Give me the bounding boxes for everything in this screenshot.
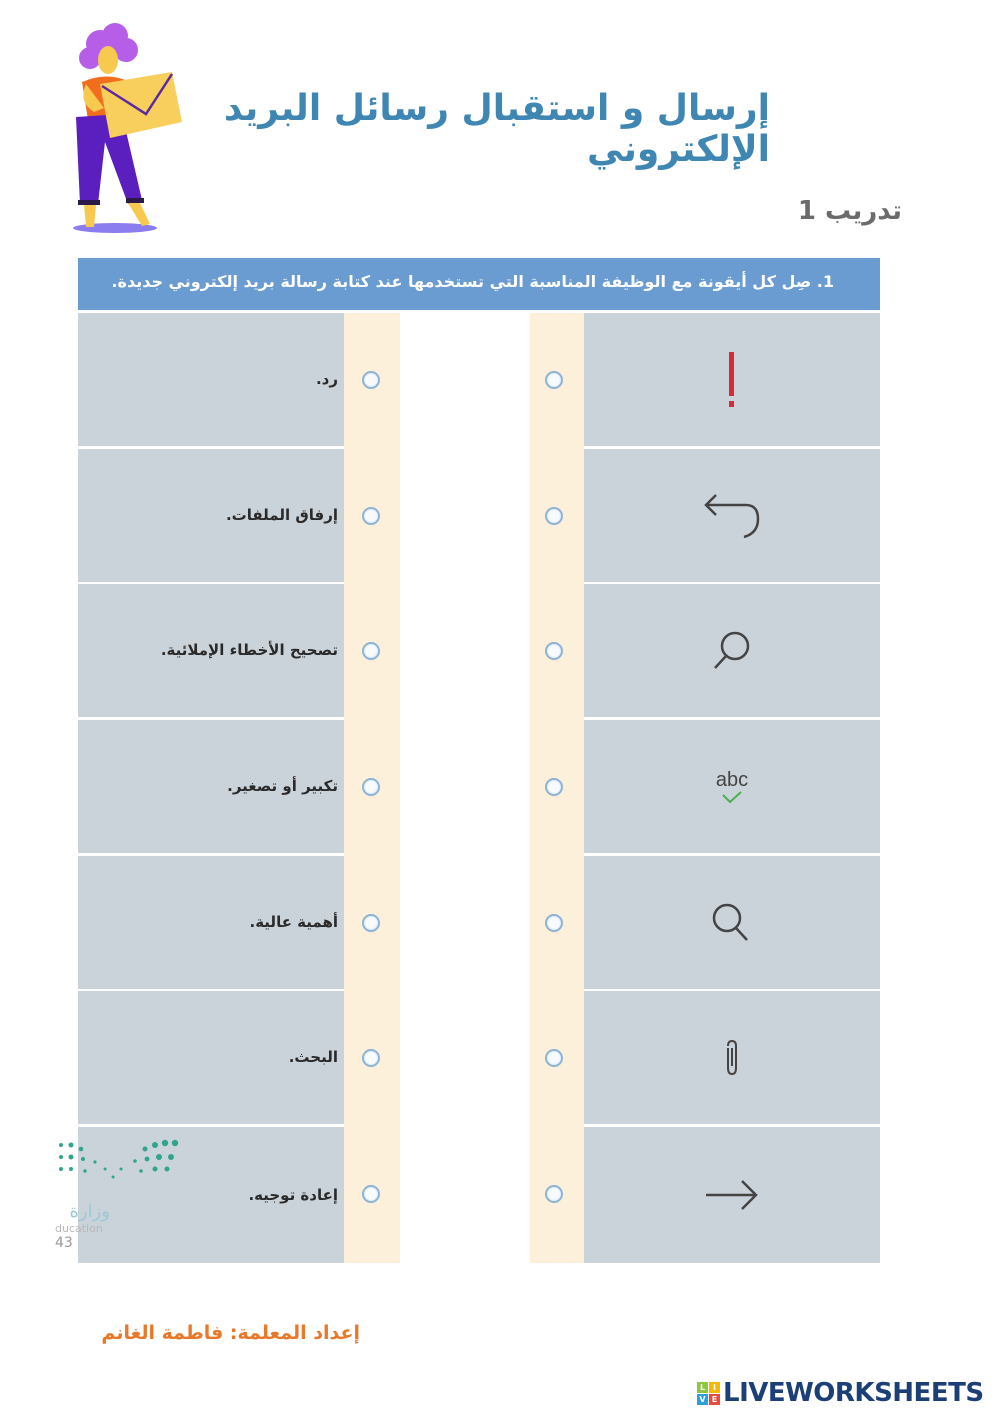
function-connector-dot[interactable] xyxy=(362,371,380,389)
icon-connector-dot[interactable] xyxy=(545,642,563,660)
function-label: تصحيح الأخطاء الإملائية. xyxy=(78,584,344,717)
table-row xyxy=(78,991,880,1124)
ministry-logo xyxy=(55,1135,180,1265)
function-label: البحث. xyxy=(78,991,344,1124)
icon-connector-dot[interactable] xyxy=(545,1049,563,1067)
icon-cell xyxy=(584,1127,880,1263)
forward-arrow-icon xyxy=(702,1177,762,1213)
zoom-magnifier-icon xyxy=(707,626,757,676)
ministry-dots-icon xyxy=(55,1135,180,1195)
icon-cell xyxy=(584,720,880,853)
brand-logo-icon: L I V E xyxy=(697,1382,720,1405)
table-row xyxy=(78,584,880,717)
icon-connector-dot[interactable] xyxy=(545,1185,563,1203)
icon-connector-dot[interactable] xyxy=(545,507,563,525)
function-label: إرفاق الملفات. xyxy=(78,449,344,582)
icon-cell xyxy=(584,856,880,989)
page-title: إرسال و استقبال رسائل البريد الإلكتروني xyxy=(223,88,770,170)
ministry-number: 43 xyxy=(55,1235,73,1251)
paperclip-attach-icon xyxy=(720,1038,744,1078)
liveworksheets-brand[interactable] xyxy=(697,1378,984,1408)
function-label: تكبير أو تصغير. xyxy=(78,720,344,853)
brand-name: LIVEWORKSHEETS xyxy=(723,1378,984,1408)
spell-check-abc-icon: abc xyxy=(715,768,749,791)
function-label: إعادة توجيه. xyxy=(78,1127,344,1263)
woman-with-envelope-illustration xyxy=(60,22,200,237)
ministry-arabic-text: وزارة xyxy=(69,1201,110,1222)
ministry-english-text: ducation xyxy=(55,1222,103,1235)
table-row xyxy=(78,720,880,853)
icon-connector-dot[interactable] xyxy=(545,778,563,796)
author-credit: إعداد المعلمة: فاطمة الغانم xyxy=(101,1322,360,1344)
function-connector-dot[interactable] xyxy=(362,642,380,660)
icon-cell xyxy=(584,991,880,1124)
table-row xyxy=(78,1127,880,1263)
function-label: أهمية عالية. xyxy=(78,856,344,989)
search-icon xyxy=(707,898,757,948)
function-connector-dot[interactable] xyxy=(362,778,380,796)
icon-cell xyxy=(584,584,880,717)
function-connector-dot[interactable] xyxy=(362,507,380,525)
function-connector-dot[interactable] xyxy=(362,914,380,932)
matching-table xyxy=(78,313,880,1263)
high-importance-exclamation-icon xyxy=(722,348,742,412)
checkmark-icon xyxy=(720,790,744,804)
function-label: رد. xyxy=(78,313,344,446)
table-row xyxy=(78,313,880,446)
instruction-bar xyxy=(78,258,880,310)
icon-connector-dot[interactable] xyxy=(545,914,563,932)
icon-cell xyxy=(584,449,880,582)
table-row xyxy=(78,856,880,989)
function-connector-dot[interactable] xyxy=(362,1185,380,1203)
icon-cell xyxy=(584,313,880,446)
icon-connector-dot[interactable] xyxy=(545,371,563,389)
reply-arrow-icon xyxy=(700,491,764,541)
table-row xyxy=(78,449,880,582)
instruction-text: 1. صِل كل أيقونة مع الوظيفة المناسبة التي تستخدمها عند كتابة رسالة بريد إلكتروني جديدة. xyxy=(111,272,834,291)
exercise-heading: تدريب 1 xyxy=(797,196,902,226)
function-connector-dot[interactable] xyxy=(362,1049,380,1067)
